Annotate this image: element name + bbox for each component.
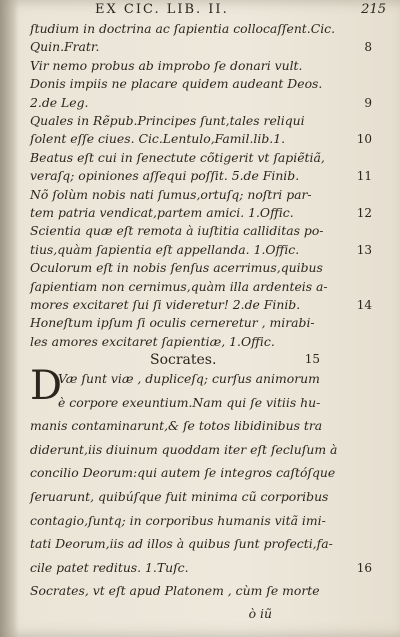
line-text: Nõ ſolùm nobis nati ſumus,ortuſq; noſtri par- (30, 186, 312, 202)
line-text: tem patria vendicat,partem amici. 1.Offic. (30, 205, 294, 220)
line-text: ſtudium in doctrina ac ſapientia collocaſſent.Cic. (30, 21, 336, 36)
page-number: 215 (361, 2, 386, 17)
text-line (30, 333, 372, 351)
text-line (30, 417, 372, 435)
running-head (95, 2, 386, 20)
text-line (30, 149, 372, 167)
text-line (58, 394, 372, 412)
text-line (30, 314, 372, 332)
line-text: concilio Deorum:qui autem ſe integros caſtóſque (30, 465, 336, 481)
line-text: Quin.Fratr. (30, 39, 100, 55)
text-line (30, 441, 372, 459)
text-line (30, 75, 372, 93)
text-line (30, 259, 372, 277)
text-line (30, 204, 372, 222)
text-line (30, 559, 372, 577)
text-line (30, 20, 372, 38)
line-number: 8 (364, 40, 372, 55)
line-text: cile patet reditus. 1.Tuſc. (30, 559, 189, 575)
line-text: ſapientiam non cernimus,quàm illa ardenteis a- (30, 278, 328, 294)
line-text: ſolent eſſe ciues. Cic.Lentulo,Famil.lib.1. (30, 131, 286, 147)
text-line (30, 278, 372, 296)
line-text: è corpore exeuntium.Nam qui ſe vitiis hu- (58, 394, 321, 410)
line-text: Oculorum eſt in nobis ſenſus acerrimus,quibus (30, 260, 323, 276)
line-text: manis contaminarunt,& ſe totos libidinibus tra (30, 418, 323, 434)
text-line (30, 38, 372, 56)
text-line (30, 488, 372, 506)
line-text: contagio,ſuntq; in corporibus humanis vitã imi- (30, 512, 326, 528)
page-gutter-shadow (0, 0, 18, 637)
line-text: tati Deorum,iis ad illos à quibus ſunt profecti,fa- (30, 536, 333, 552)
text-line (30, 57, 372, 75)
text-line (30, 535, 372, 553)
line-number: 16 (356, 560, 372, 575)
running-title: EX CIC. LIB. II. (95, 2, 229, 17)
line-number: 10 (356, 132, 372, 147)
text-line (30, 130, 372, 148)
section-number: 15 (304, 352, 320, 366)
line-number: 13 (356, 242, 372, 257)
line-text: veraſq; opiniones aſſequi poſſit. 5.de Finib. (30, 168, 300, 184)
line-text: 2.de Leg. (30, 94, 89, 110)
drop-capital: D (30, 363, 63, 409)
text-line (30, 582, 372, 600)
line-number: 14 (356, 298, 372, 312)
line-text: Quales in Rẽpub.Principes ſunt,tales reliqui (30, 113, 305, 128)
text-line (30, 186, 372, 204)
line-number: 9 (364, 95, 372, 110)
line-text: Scientia quæ eſt remota à iuſtitia calliditas po- (30, 223, 324, 239)
text-line (58, 370, 372, 388)
line-text: Vir nemo probus ab improbo ſe donari vult. (30, 57, 303, 73)
line-text: Donis impiis ne placare quidem audeant Deos. (30, 76, 323, 92)
text-line (30, 94, 372, 112)
text-line (30, 167, 372, 185)
text-line (30, 512, 372, 530)
line-text: mores excitaret ſui ſi videretur! 2.de Finib. (30, 297, 301, 312)
text-line (30, 222, 372, 240)
line-number: 11 (356, 169, 372, 184)
section-heading: Socrates. (150, 352, 217, 368)
line-text: Honeſtum ipſum ſi oculis cerneretur , mirabi- (30, 315, 315, 331)
line-text: diderunt,iis diuinum quoddam iter eſt ſecluſum à (30, 441, 338, 457)
line-text: ſeruarunt, quibúſque fuit minima cũ corporibus (30, 489, 329, 504)
line-text: Socrates, vt eſt apud Platonem , cùm ſe morte (30, 583, 320, 599)
line-text: les amores excitaret ſapientiæ, 1.Offic. (30, 333, 275, 349)
text-line (30, 241, 372, 259)
text-line (30, 112, 372, 130)
line-number: 12 (356, 206, 372, 220)
line-text: Væ ſunt viæ , dupliceſq; curſus animorum (58, 371, 320, 386)
text-line (30, 464, 372, 482)
catchword: ò iũ (248, 606, 272, 621)
line-text: Beatus eſt cui in ſenectute cõtigerit vt ſapiẽtiã, (30, 149, 325, 165)
text-line (30, 296, 372, 314)
line-text: tius,quàm ſapientia eſt appellanda. 1.Offic. (30, 241, 300, 257)
